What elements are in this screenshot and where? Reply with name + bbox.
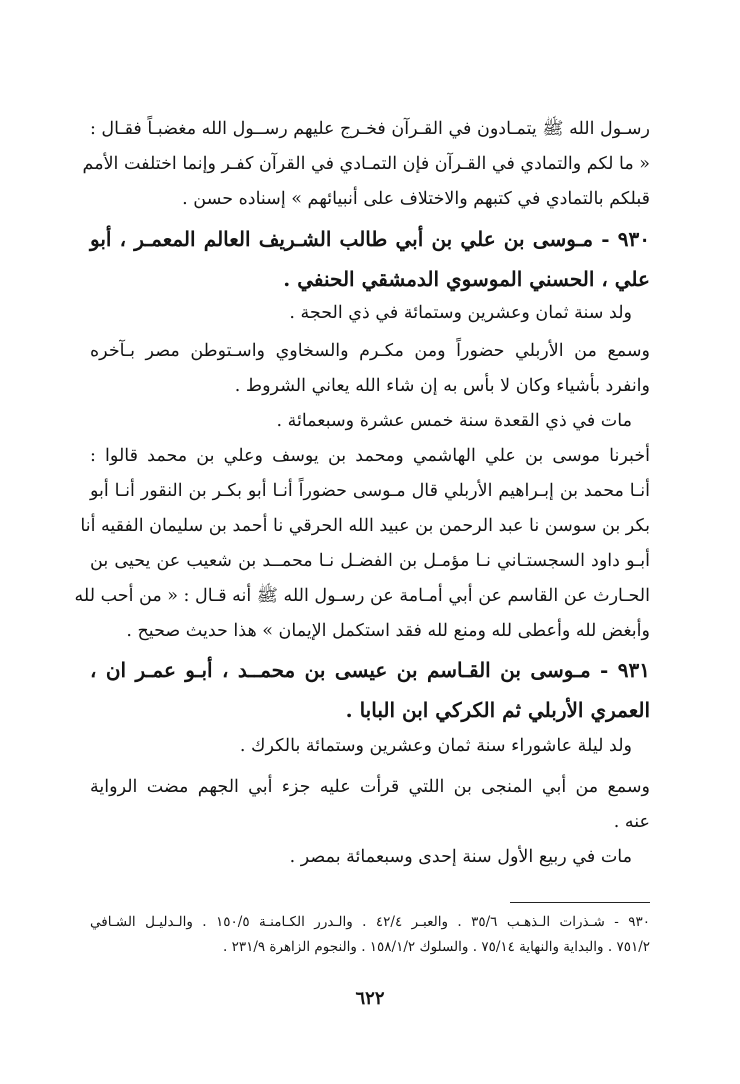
intro-line: « ما لكم والتمادي في القـرآن فإن التمـادي في القرآن كفـر وإنما اختلفت الأمم <box>82 154 650 174</box>
heading-line: العمري الأربلي ثم الكركي ابن البابا . <box>345 698 650 722</box>
entry-931-heading <box>90 650 650 730</box>
heading-line: ٩٣٠ - مـوسى بن علي بن أبي طالب الشـريف العالم المعمـر ، أبو <box>90 227 650 251</box>
entry-931-death <box>90 840 650 875</box>
hadith-line: أخبرنا موسى بن علي الهاشمي ومحمد بن يوسف وعلي بن محمد قالوا : <box>90 446 650 466</box>
hadith-line: بكر بن سوسن نا عبد الرحمن بن عبيد الله الحرقي نا أحمد بن سليمان الفقيه أنا <box>80 516 650 536</box>
entry-930-heading <box>90 219 650 299</box>
hearing-line: وانفرد بأشياء وكان لا بأس به إن شاء الله يعاني الشروط . <box>234 376 650 396</box>
hearing-line: وسمع من الأربلي حضوراً ومن مكـرم والسخاوي واسـتوطن مصر بـآخره <box>90 341 650 361</box>
intro-line: رسـول الله ﷺ يتمـادون في القـرآن فخـرج عليهم رســول الله مغضبـاً فقـال : <box>89 119 650 139</box>
hadith-line: أنـا محمد بن إبـراهيم الأربلي قال مـوسى حضوراً أنـا أبو بكـر بن النقور أنـا أبو <box>90 481 650 501</box>
entry-930-death <box>90 404 650 439</box>
footnotes <box>90 910 650 960</box>
hearing-line: عنه . <box>613 812 650 832</box>
footnote-line: ٩٣٠ - شـذرات الـذهـب ٣٥/٦ . والعبـر ٤٢/٤ . والـدرر الكـامنـة ١٥٠/٥ . والـدليـل الشـافي <box>90 914 650 930</box>
entry-931-birth <box>90 729 650 764</box>
footnote-line: ٧٥١/٢ . والبداية والنهاية ٧٥/١٤ . والسلوك ١٥٨/١/٢ . والنجوم الزاهرة ٢٣١/٩ . <box>222 939 650 955</box>
footnote-divider <box>510 902 650 903</box>
hearing-line: وسمع من أبي المنجى بن اللتي قرأت عليه جزء أبي الجهم مضت الرواية <box>90 777 650 797</box>
hadith-line: أبـو داود السجستـاني نـا مؤمـل بن الفضـل نـا محمــد بن شعيب عن يحيى بن <box>90 551 650 571</box>
birth-text: ولد سنة ثمان وعشرين وستمائة في ذي الحجة . <box>289 303 632 323</box>
entry-930-hearing <box>90 334 650 404</box>
entry-930-hadith <box>74 439 650 649</box>
intro-line: قبلكم بالتمادي في كتبهم والاختلاف على أنبيائهم » إسناده حسن . <box>182 189 650 209</box>
intro-paragraph <box>82 112 650 217</box>
heading-line: ٩٣١ - مـوسى بن القـاسم بن عيسى بن محمــد ، أبـو عمـر ان ، <box>90 658 650 682</box>
entry-931-hearing <box>90 770 650 840</box>
hadith-line: وأبغض لله وأعطى لله ومنع لله فقد استكمل الإيمان » هذا حديث صحيح . <box>126 621 650 641</box>
death-text: مات في ربيع الأول سنة إحدى وسبعمائة بمصر . <box>289 847 632 867</box>
birth-text: ولد ليلة عاشوراء سنة ثمان وعشرين وستمائة بالكرك . <box>239 736 632 756</box>
heading-line: علي ، الحسني الموسوي الدمشقي الحنفي . <box>283 267 650 291</box>
page-number: ٦٢٢ <box>355 988 385 1009</box>
entry-930-birth <box>90 296 650 331</box>
death-text: مات في ذي القعدة سنة خمس عشرة وسبعمائة . <box>276 411 632 431</box>
hadith-line: الحـارث عن القاسم عن أبي أمـامة عن رسـول الله ﷺ أنه قـال : « من أحب لله <box>74 586 650 606</box>
